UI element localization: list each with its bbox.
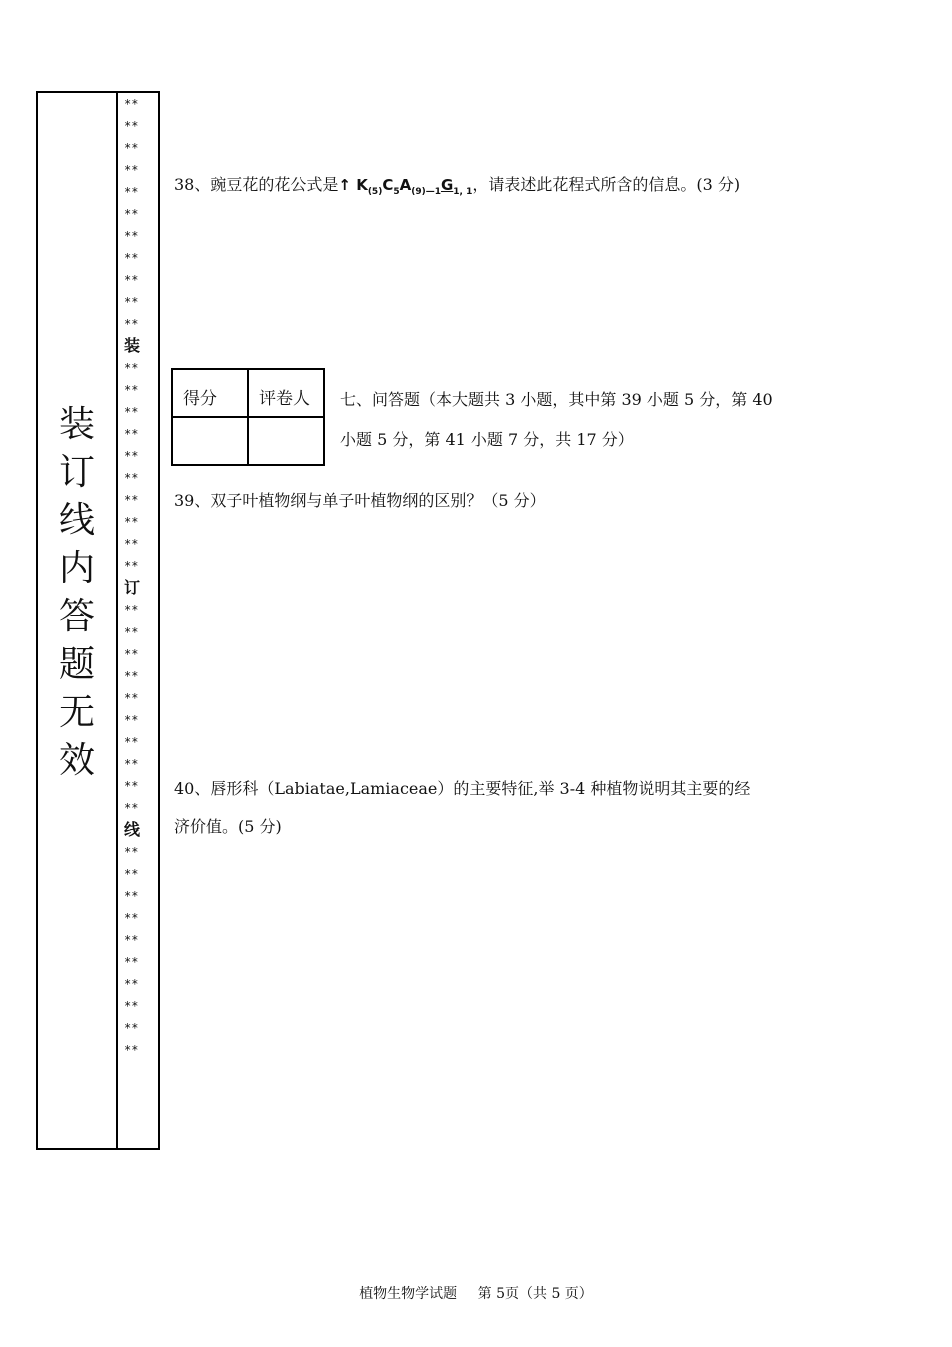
binding-stars: ** [124, 845, 139, 859]
footer-title: 植物生物学试题 [359, 1286, 458, 1302]
binding-stars: ** [124, 999, 139, 1013]
binding-stars: ** [124, 449, 139, 463]
section-7-line-2: 小题 5 分，第 41 小题 7 分，共 17 分） [340, 430, 634, 449]
binding-stars: ** [124, 1021, 139, 1035]
binding-marker: 线 [124, 820, 141, 839]
binding-stars: ** [124, 559, 139, 573]
notice-char: 题 [58, 644, 95, 685]
binding-stars: ** [124, 361, 139, 375]
footer-page-number: 第 5页（共 5 页） [477, 1286, 593, 1302]
notice-char: 答 [58, 596, 95, 637]
binding-stars: ** [124, 911, 139, 925]
binding-stars: ** [124, 163, 139, 177]
notice-char: 订 [58, 452, 95, 493]
binding-stars: ** [124, 119, 139, 133]
binding-stars: ** [124, 757, 139, 771]
score-label: 得分 [183, 389, 217, 409]
notice-char: 线 [58, 500, 95, 541]
notice-char: 无 [58, 692, 95, 733]
binding-stars: ** [124, 647, 139, 661]
section-7-line-1: 七、问答题（本大题共 3 小题，其中第 39 小题 5 分，第 40 [340, 390, 773, 409]
binding-stars: ** [124, 603, 139, 617]
binding-stars: ** [124, 779, 139, 793]
binding-stars: ** [124, 933, 139, 947]
binding-stars: ** [124, 97, 139, 111]
binding-stars: ** [124, 713, 139, 727]
binding-stars: ** [124, 669, 139, 683]
binding-stars: ** [124, 801, 139, 815]
binding-divider [116, 93, 118, 1148]
notice-char: 装 [58, 404, 95, 445]
binding-marker: 装 [124, 336, 141, 355]
question-38-suffix: ，请表述此花程式所含的信息。(3 分) [472, 175, 741, 194]
binding-stars: ** [124, 273, 139, 287]
binding-stars: ** [124, 537, 139, 551]
question-40 [174, 770, 854, 846]
grader-label: 评卷人 [259, 389, 310, 409]
binding-stars: ** [124, 141, 139, 155]
binding-stars: ** [124, 735, 139, 749]
floral-formula: ↑ $K_{(5)}C_5A_{(9)—1}G_{1, 1}$ [338, 176, 473, 197]
binding-stars: ** [124, 977, 139, 991]
question-40-line-2: 济价值。(5 分) [174, 817, 282, 836]
binding-stars: ** [124, 691, 139, 705]
binding-stars: ** [124, 251, 139, 265]
binding-stars: ** [124, 405, 139, 419]
question-39: 39、双子叶植物纲与单子叶植物纲的区别？（5 分） [174, 491, 546, 510]
notice-char: 效 [58, 740, 95, 781]
binding-stars: ** [124, 625, 139, 639]
binding-stars: ** [124, 889, 139, 903]
binding-star-strip [124, 93, 160, 1061]
binding-notice [38, 401, 116, 785]
binding-stars: ** [124, 427, 139, 441]
binding-stars: ** [124, 515, 139, 529]
binding-stars: ** [124, 383, 139, 397]
binding-stars: ** [124, 185, 139, 199]
binding-stars: ** [124, 955, 139, 969]
binding-stars: ** [124, 1043, 139, 1057]
question-38-prefix: 38、豌豆花的花公式是 [174, 175, 339, 194]
binding-stars: ** [124, 867, 139, 881]
binding-stars: ** [124, 471, 139, 485]
question-40-line-1: 40、唇形科（Labiatae,Lamiaceae）的主要特征,举 3-4 种植物说明其主要的经 [174, 779, 751, 798]
notice-char: 内 [58, 548, 95, 589]
binding-margin [36, 91, 160, 1150]
binding-marker: 订 [124, 578, 141, 597]
binding-stars: ** [124, 229, 139, 243]
score-box [171, 368, 325, 466]
question-38 [174, 170, 740, 207]
binding-stars: ** [124, 207, 139, 221]
binding-stars: ** [124, 295, 139, 309]
section-7-heading [340, 380, 850, 460]
page-footer [0, 1283, 952, 1303]
binding-stars: ** [124, 317, 139, 331]
binding-stars: ** [124, 493, 139, 507]
